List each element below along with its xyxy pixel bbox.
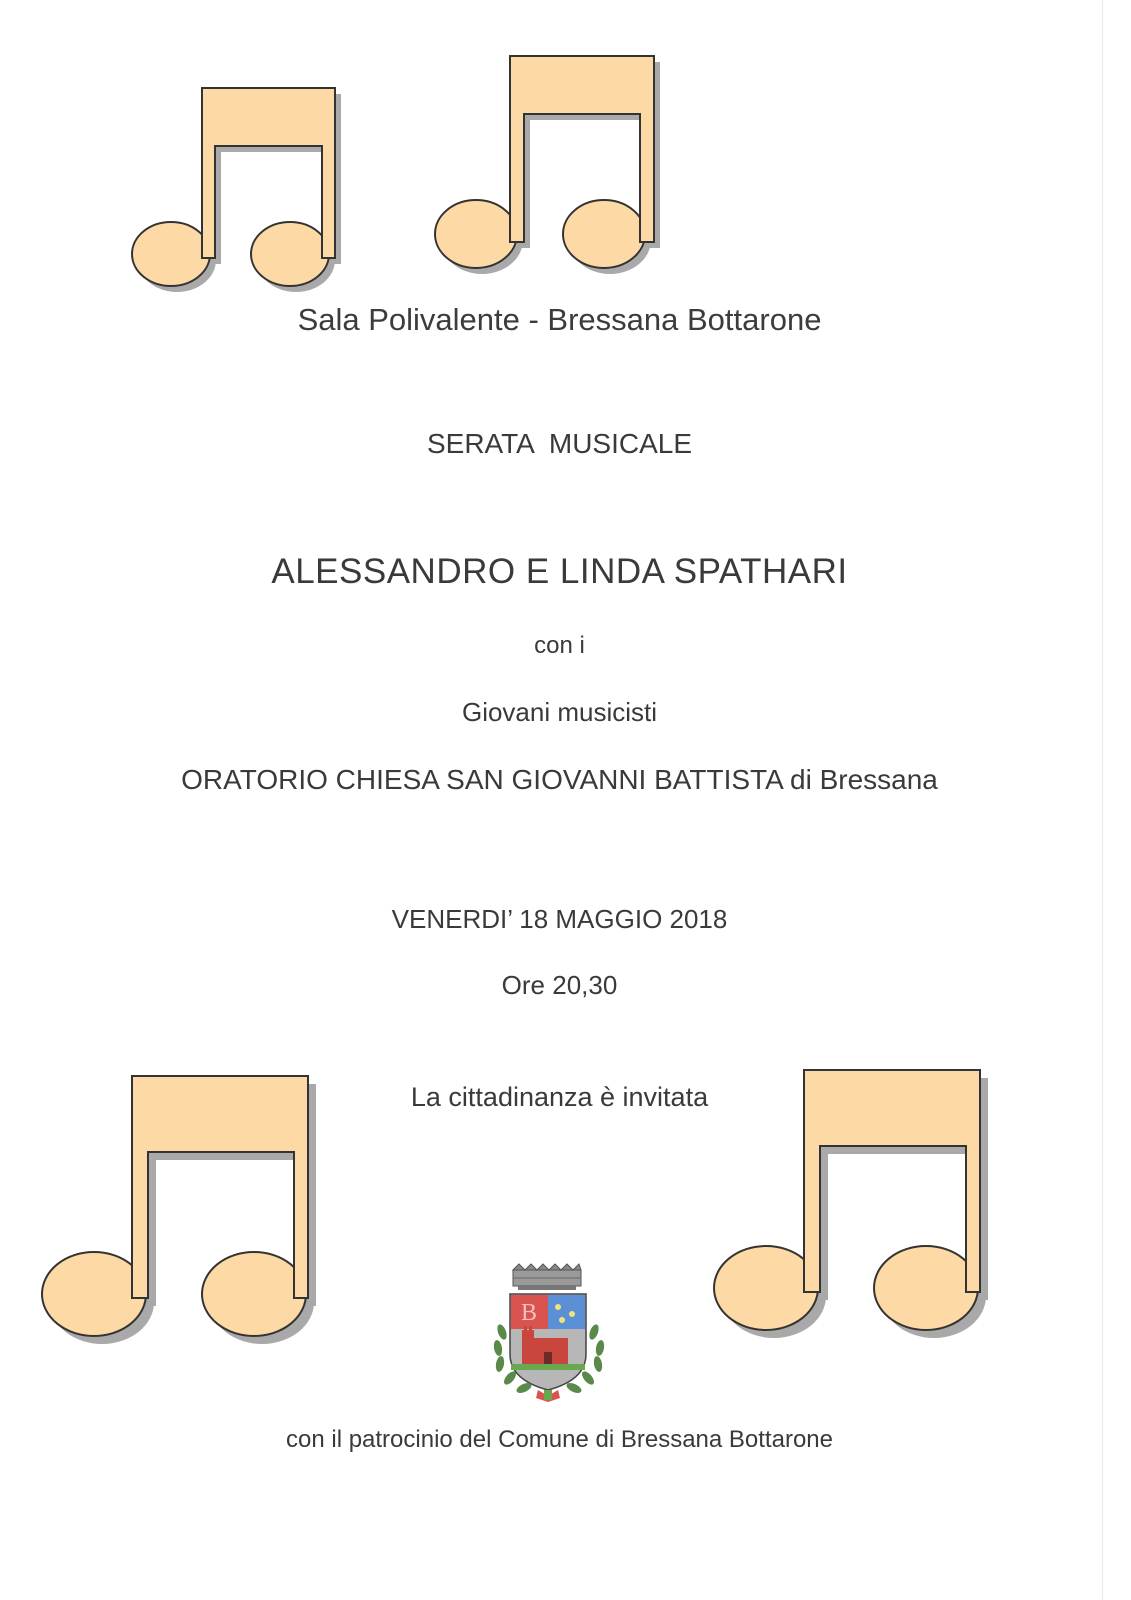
event-time: Ore 20,30 xyxy=(501,970,618,1000)
music-note-icon xyxy=(36,1072,336,1352)
with-text: con i xyxy=(534,632,585,659)
patronage-text: con il patrocinio del Comune di Bressana Bottarone xyxy=(286,1426,833,1453)
music-note-icon xyxy=(432,52,672,280)
venue-title: Sala Polivalente - Bressana Bottarone xyxy=(297,302,822,337)
performers-heading: ALESSANDRO E LINDA SPATHARI xyxy=(271,552,848,591)
crest-letter: B xyxy=(520,1300,538,1326)
invitation-text: La cittadinanza è invitata xyxy=(410,1082,709,1112)
page-fold-line xyxy=(1102,0,1103,1600)
music-note-icon xyxy=(128,84,358,294)
municipal-crest-icon xyxy=(488,1262,614,1402)
event-type: SERATA MUSICALE xyxy=(426,428,693,459)
organization-text: ORATORIO CHIESA SAN GIOVANNI BATTISTA di Bressana xyxy=(181,764,938,795)
event-date: VENERDI’ 18 MAGGIO 2018 xyxy=(391,904,728,934)
guests-text: Giovani musicisti xyxy=(461,697,658,727)
